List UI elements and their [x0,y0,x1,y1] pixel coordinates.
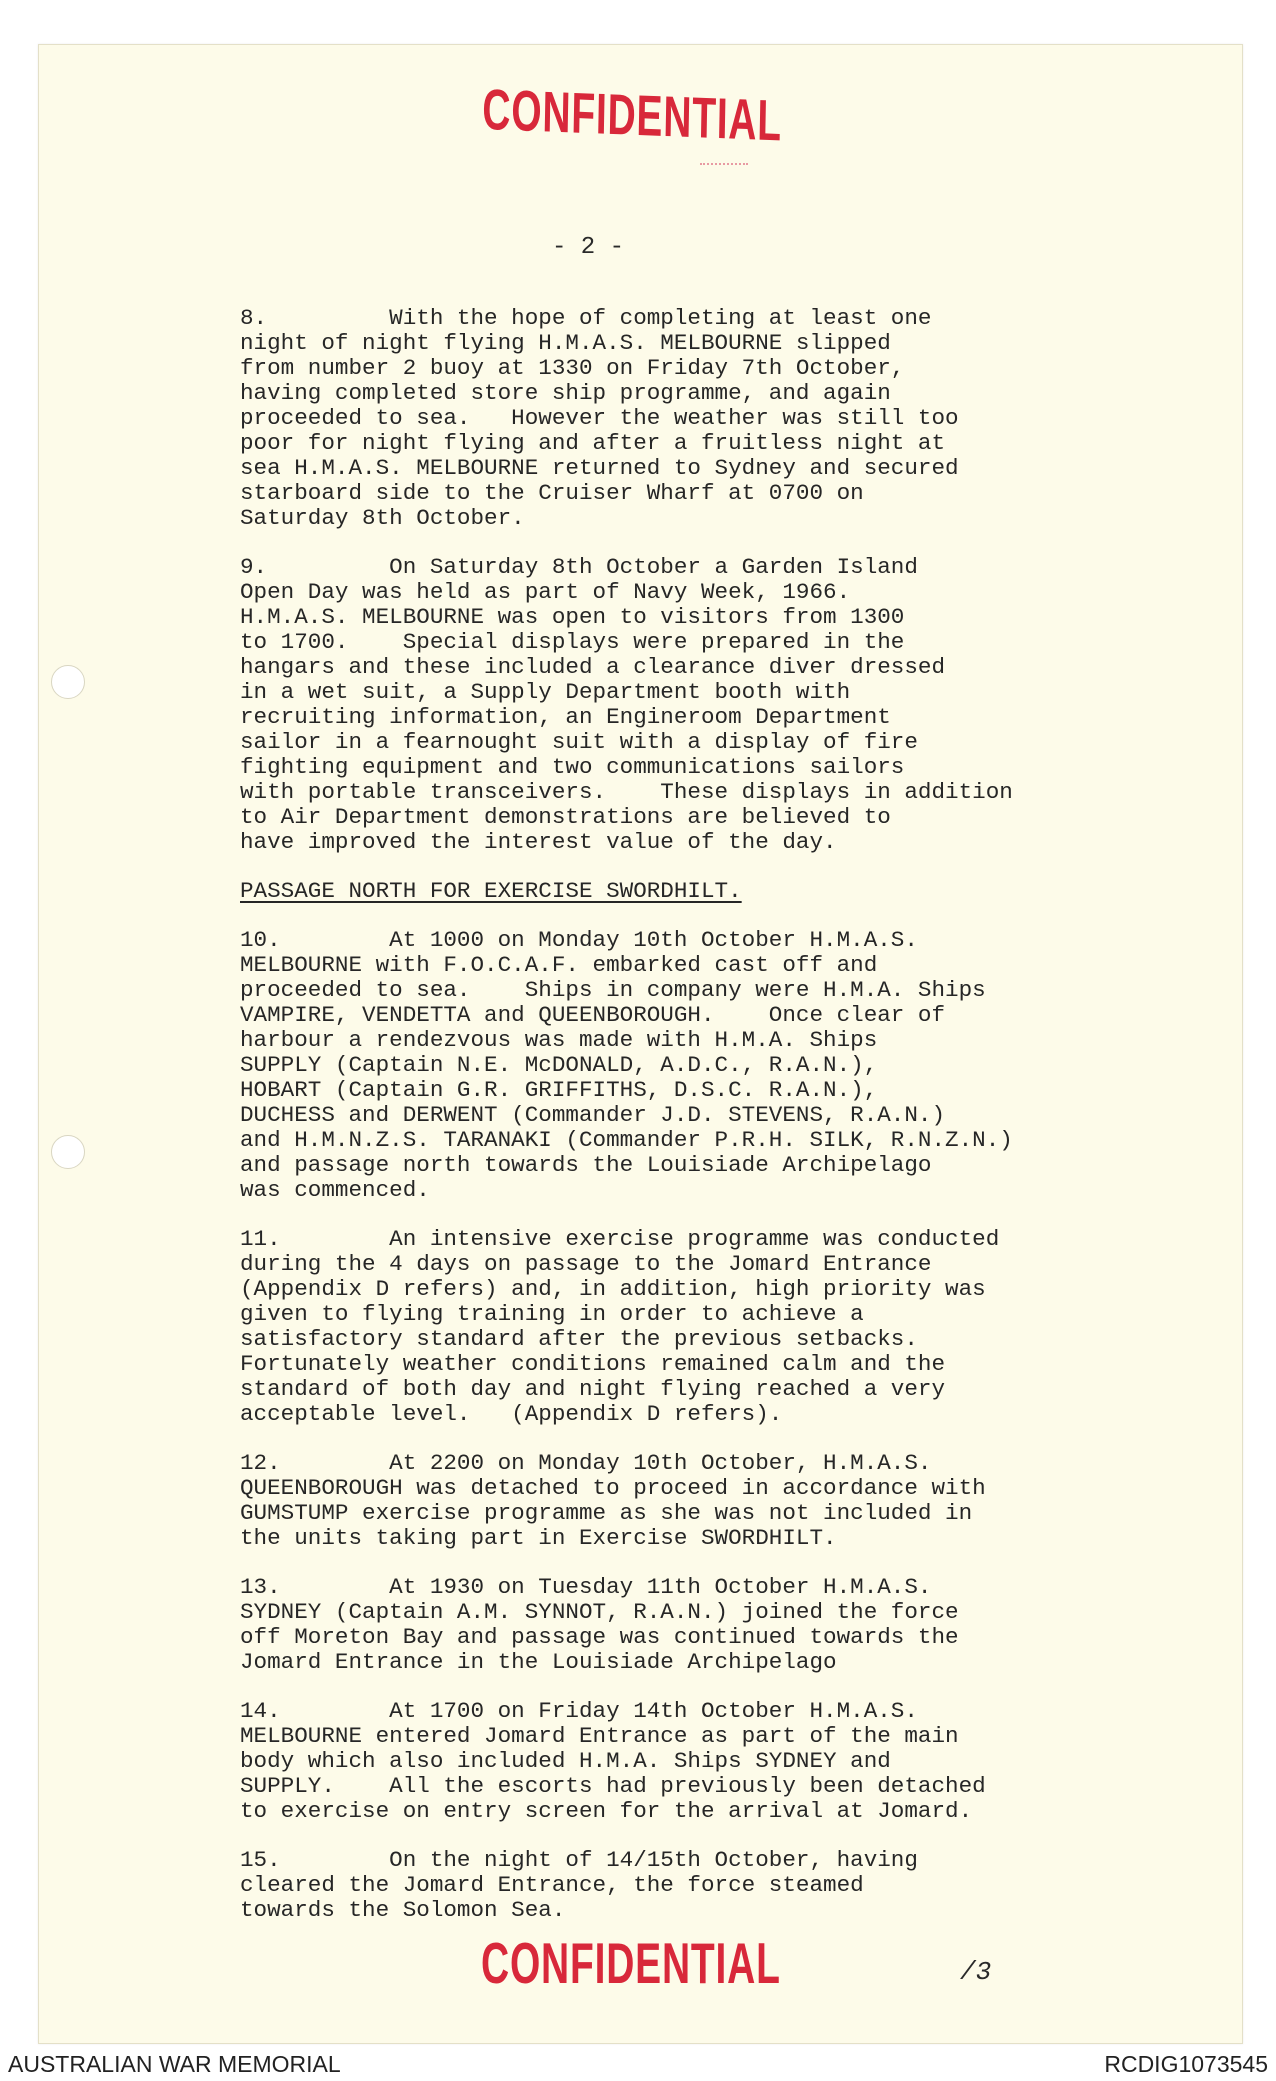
text-line: to Air Department demonstrations are believed to [240,804,891,830]
text-line: GUMSTUMP exercise programme as she was not included in [240,1500,973,1526]
text-line: starboard side to the Cruiser Wharf at 0700 on [240,480,864,506]
continuation-marker: /3 [960,1957,992,1987]
text-line: DUCHESS and DERWENT (Commander J.D. STEVENS, R.A.N.) [240,1102,946,1128]
text-line: H.M.A.S. MELBOURNE was open to visitors from 1300 [240,604,905,630]
text-line: body which also included H.M.A. Ships SYDNEY and [240,1748,891,1774]
text-line: 10. At 1000 on Monday 10th October H.M.A.S. [240,927,918,953]
text-line: and passage north towards the Louisiade Archipelago [240,1152,932,1178]
text-line: sailor in a fearnought suit with a display of fire [240,729,918,755]
text-line: acceptable level. (Appendix D refers). [240,1401,783,1427]
stamp-underline-mark [700,163,748,165]
text-line: hangars and these included a clearance diver dressed [240,654,946,680]
text-line: fighting equipment and two communications sailors [240,754,905,780]
text-line: QUEENBOROUGH was detached to proceed in accordance with [240,1475,986,1501]
text-line: Saturday 8th October. [240,505,525,531]
text-line: standard of both day and night flying reached a very [240,1376,946,1402]
paragraph-11 [240,1227,1080,1427]
text-line: MELBOURNE with F.O.C.A.F. embarked cast off and [240,952,878,978]
paragraph-12 [240,1451,1080,1551]
punch-hole [51,1135,85,1169]
text-line: 9. On Saturday 8th October a Garden Island [240,554,918,580]
text-line: in a wet suit, a Supply Department booth with [240,679,851,705]
text-line: recruiting information, an Engineroom Department [240,704,891,730]
text-line: Fortunately weather conditions remained calm and the [240,1351,946,1377]
text-line: SYDNEY (Captain A.M. SYNNOT, R.A.N.) joined the force [240,1599,959,1625]
document-body [240,306,1080,1947]
paragraph-10 [240,928,1080,1203]
text-line: to 1700. Special displays were prepared in the [240,629,905,655]
punch-hole [51,665,85,699]
text-line: towards the Solomon Sea. [240,1897,566,1923]
text-line: 12. At 2200 on Monday 10th October, H.M.A.S. [240,1450,932,1476]
footer-institution: AUSTRALIAN WAR MEMORIAL [8,2051,341,2077]
paragraph-9 [240,555,1080,855]
text-line: off Moreton Bay and passage was continued towards the [240,1624,959,1650]
text-line: given to flying training in order to achieve a [240,1301,864,1327]
text-line: HOBART (Captain G.R. GRIFFITHS, D.S.C. R.A.N.), [240,1077,878,1103]
paragraph-14 [240,1699,1080,1824]
confidential-stamp-bottom: CONFIDENTIAL [481,1931,781,1996]
text-line: night of night flying H.M.A.S. MELBOURNE slipped [240,330,891,356]
text-line: was commenced. [240,1177,430,1203]
text-line: sea H.M.A.S. MELBOURNE returned to Sydney and secured [240,455,959,481]
text-line: SUPPLY (Captain N.E. McDONALD, A.D.C., R.A.N.), [240,1052,878,1078]
text-line: 15. On the night of 14/15th October, having [240,1847,918,1873]
text-line: Jomard Entrance in the Louisiade Archipelago [240,1649,837,1675]
text-line: SUPPLY. All the escorts had previously been detached [240,1773,986,1799]
paragraph-15 [240,1848,1080,1923]
text-line: 14. At 1700 on Friday 14th October H.M.A.S. [240,1698,918,1724]
confidential-stamp-top: CONFIDENTIAL [481,77,783,154]
paragraph-13 [240,1575,1080,1675]
text-line: having completed store ship programme, and again [240,380,891,406]
text-line: the units taking part in Exercise SWORDHILT. [240,1525,837,1551]
text-line: harbour a rendezvous was made with H.M.A. Ships [240,1027,878,1053]
text-line: with portable transceivers. These displays in addition [240,779,1013,805]
text-line: cleared the Jomard Entrance, the force steamed [240,1872,864,1898]
page-number: - 2 - [552,234,625,261]
text-line: Open Day was held as part of Navy Week, 1966. [240,579,851,605]
text-line: 11. An intensive exercise programme was conducted [240,1226,1000,1252]
text-line: poor for night flying and after a fruitless night at [240,430,946,456]
section-heading-text: PASSAGE NORTH FOR EXERCISE SWORDHILT. [240,878,742,904]
text-line: from number 2 buoy at 1330 on Friday 7th October, [240,355,905,381]
text-line: have improved the interest value of the day. [240,829,837,855]
text-line: VAMPIRE, VENDETTA and QUEENBOROUGH. Once clear of [240,1002,946,1028]
text-line: 8. With the hope of completing at least one [240,305,932,331]
footer-reference-id: RCDIG1073545 [1104,2051,1268,2077]
section-heading [240,879,1080,904]
text-line: during the 4 days on passage to the Jomard Entrance [240,1251,932,1277]
text-line: to exercise on entry screen for the arrival at Jomard. [240,1798,973,1824]
text-line: MELBOURNE entered Jomard Entrance as part of the main [240,1723,959,1749]
text-line: proceeded to sea. Ships in company were H.M.A. Ships [240,977,986,1003]
text-line: proceeded to sea. However the weather was still too [240,405,959,431]
paragraph-8 [240,306,1080,531]
text-line: (Appendix D refers) and, in addition, high priority was [240,1276,986,1302]
text-line: 13. At 1930 on Tuesday 11th October H.M.A.S. [240,1574,932,1600]
text-line: satisfactory standard after the previous setbacks. [240,1326,918,1352]
text-line: and H.M.N.Z.S. TARANAKI (Commander P.R.H. SILK, R.N.Z.N.) [240,1127,1013,1153]
